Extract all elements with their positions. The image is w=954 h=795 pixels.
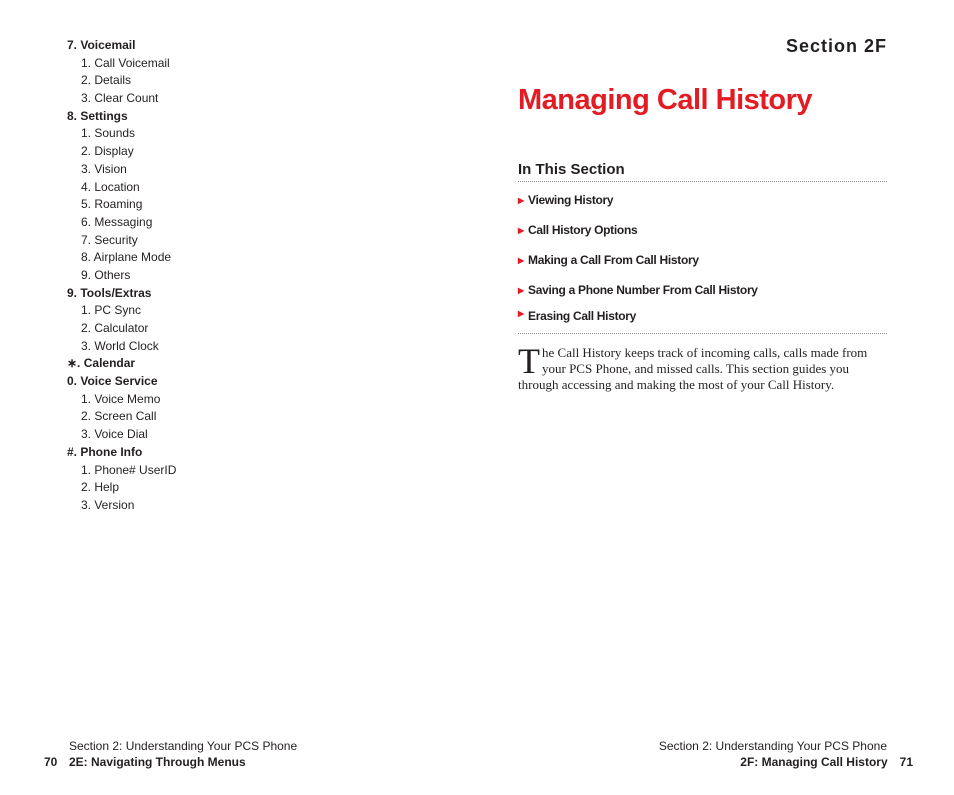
triangle-right-icon: ▶ (518, 255, 524, 265)
menu-item: 3. Version (81, 497, 135, 512)
menu-item: 1. Sounds (81, 126, 136, 141)
menu-item: 8. Airplane Mode (81, 250, 172, 265)
toc-item[interactable] (518, 275, 887, 305)
footer-page-line (44, 755, 297, 769)
toc-item-label: Saving a Phone Number From Call History (528, 283, 758, 297)
footer-left (44, 739, 297, 769)
triangle-right-icon: ▶ (518, 225, 524, 235)
menu-group (67, 285, 327, 356)
page-number: 70 (44, 755, 58, 769)
triangle-right-icon: ▶ (518, 285, 524, 295)
menu-item: 3. World Clock (81, 338, 159, 353)
footer-section-label: Section 2: Understanding Your PCS Phone (658, 739, 887, 753)
menu-group (67, 355, 327, 373)
in-this-section-heading: In This Section (518, 161, 887, 182)
menu-outline (67, 37, 327, 515)
menu-item: 2. Help (81, 480, 120, 495)
menu-heading: 0. Voice Service (67, 374, 158, 389)
toc-item-label: Making a Call From Call History (528, 253, 699, 267)
menu-heading: 7. Voicemail (67, 38, 136, 52)
intro-text: he Call History keeps track of incoming calls, calls made from your PCS Phone, and missed calls. This section guides you through accessing and making the most of your Call History. (518, 345, 868, 392)
chapter-label: 2E: Navigating Through Menus (69, 755, 246, 769)
triangle-right-icon: ▶ (518, 195, 524, 205)
toc-item[interactable] (518, 185, 887, 215)
section-tag: Section 2F (785, 36, 887, 56)
menu-item: 2. Display (81, 144, 134, 159)
footer-section-label: Section 2: Understanding Your PCS Phone (69, 739, 298, 753)
menu-item: 1. Call Voicemail (81, 55, 170, 70)
page-title: Managing Call History (518, 84, 813, 116)
drop-cap: T (518, 341, 540, 381)
menu-item: 1. PC Sync (81, 303, 142, 318)
menu-group (67, 444, 327, 515)
in-this-section (518, 161, 887, 334)
menu-group (67, 373, 327, 444)
menu-item: 1. Phone# UserID (81, 462, 177, 477)
menu-group (67, 37, 327, 108)
menu-item: 6. Messaging (81, 214, 153, 229)
section-toc (518, 185, 887, 334)
menu-item: 5. Roaming (81, 197, 143, 212)
menu-item: 9. Others (81, 267, 131, 282)
menu-item: 7. Security (81, 232, 138, 247)
triangle-right-icon: ▶ (518, 309, 524, 318)
menu-item: 2. Screen Call (81, 409, 157, 424)
footer-right (659, 739, 913, 769)
toc-item-label: Call History Options (528, 223, 638, 237)
toc-item[interactable] (518, 245, 887, 275)
menu-item: 3. Clear Count (81, 91, 159, 106)
menu-item: 3. Vision (81, 161, 127, 176)
toc-item-label: Erasing Call History (528, 309, 637, 323)
menu-heading: 9. Tools/Extras (67, 285, 152, 300)
menu-heading: 8. Settings (67, 108, 128, 123)
menu-item: 3. Voice Dial (81, 427, 148, 442)
footer-page-line (659, 755, 913, 769)
page-number: 71 (899, 755, 913, 769)
menu-item: 4. Location (81, 179, 140, 194)
menu-item: 2. Calculator (81, 321, 149, 335)
intro-paragraph (518, 341, 887, 393)
chapter-label: 2F: Managing Call History (740, 755, 888, 769)
menu-item: 2. Details (81, 73, 132, 88)
menu-heading: #. Phone Info (67, 444, 143, 459)
toc-item-label: Viewing History (528, 193, 614, 207)
menu-item: 1. Voice Memo (81, 391, 161, 406)
menu-heading: ∗. Calendar (67, 356, 136, 371)
toc-item[interactable] (518, 305, 887, 333)
menu-group (67, 108, 327, 285)
toc-item[interactable] (518, 215, 887, 245)
